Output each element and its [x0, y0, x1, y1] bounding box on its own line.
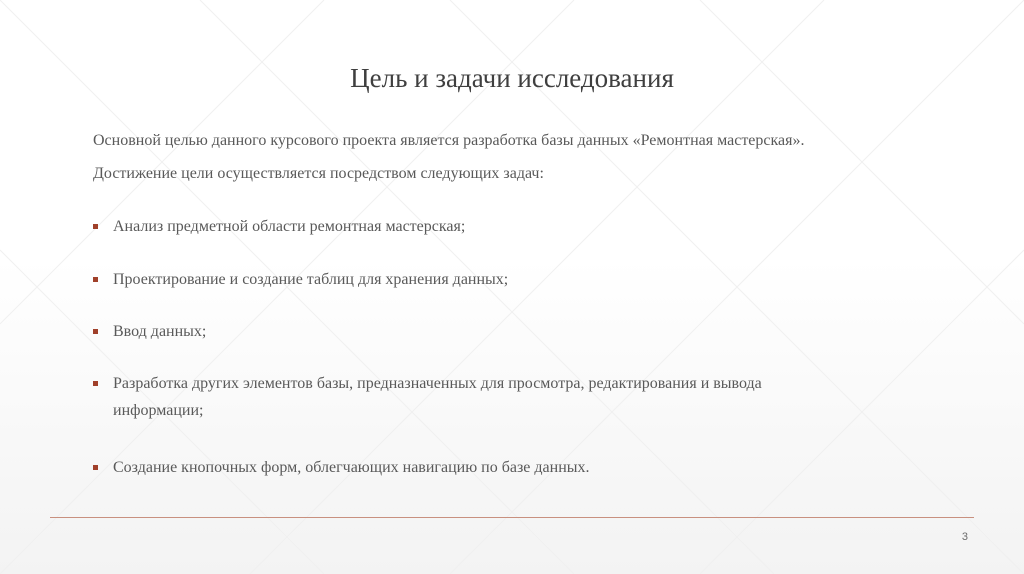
bullet-text: Создание кнопочных форм, облегчающих навигацию по базе данных. [113, 459, 590, 476]
square-bullet-icon [93, 381, 98, 386]
bullet-text: Разработка других элементов базы, предназначенных для просмотра, редактирования и вывода информации; [113, 375, 762, 419]
square-bullet-icon [93, 277, 98, 282]
bullet-item [93, 318, 953, 345]
bullet-text: Ввод данных; [113, 323, 207, 340]
intro-paragraph-tasks: Достижение цели осуществляется посредством следующих задач: [93, 165, 544, 182]
page-number: 3 [961, 531, 968, 543]
bullet-item [93, 266, 953, 293]
bullet-text: Проектирование и создание таблиц для хранения данных; [113, 271, 509, 288]
bullet-item [93, 370, 853, 424]
square-bullet-icon [93, 465, 98, 470]
bullet-item [93, 213, 953, 240]
square-bullet-icon [93, 329, 98, 334]
bullet-item [93, 454, 953, 481]
footer-divider [50, 517, 974, 518]
slide-title: Цель и задачи исследования [350, 63, 674, 93]
bullet-text: Анализ предметной области ремонтная мастерская; [113, 218, 466, 235]
square-bullet-icon [93, 224, 98, 229]
intro-paragraph-goal: Основной целью данного курсового проекта является разработка базы данных «Ремонтная мастерская». [93, 132, 805, 149]
